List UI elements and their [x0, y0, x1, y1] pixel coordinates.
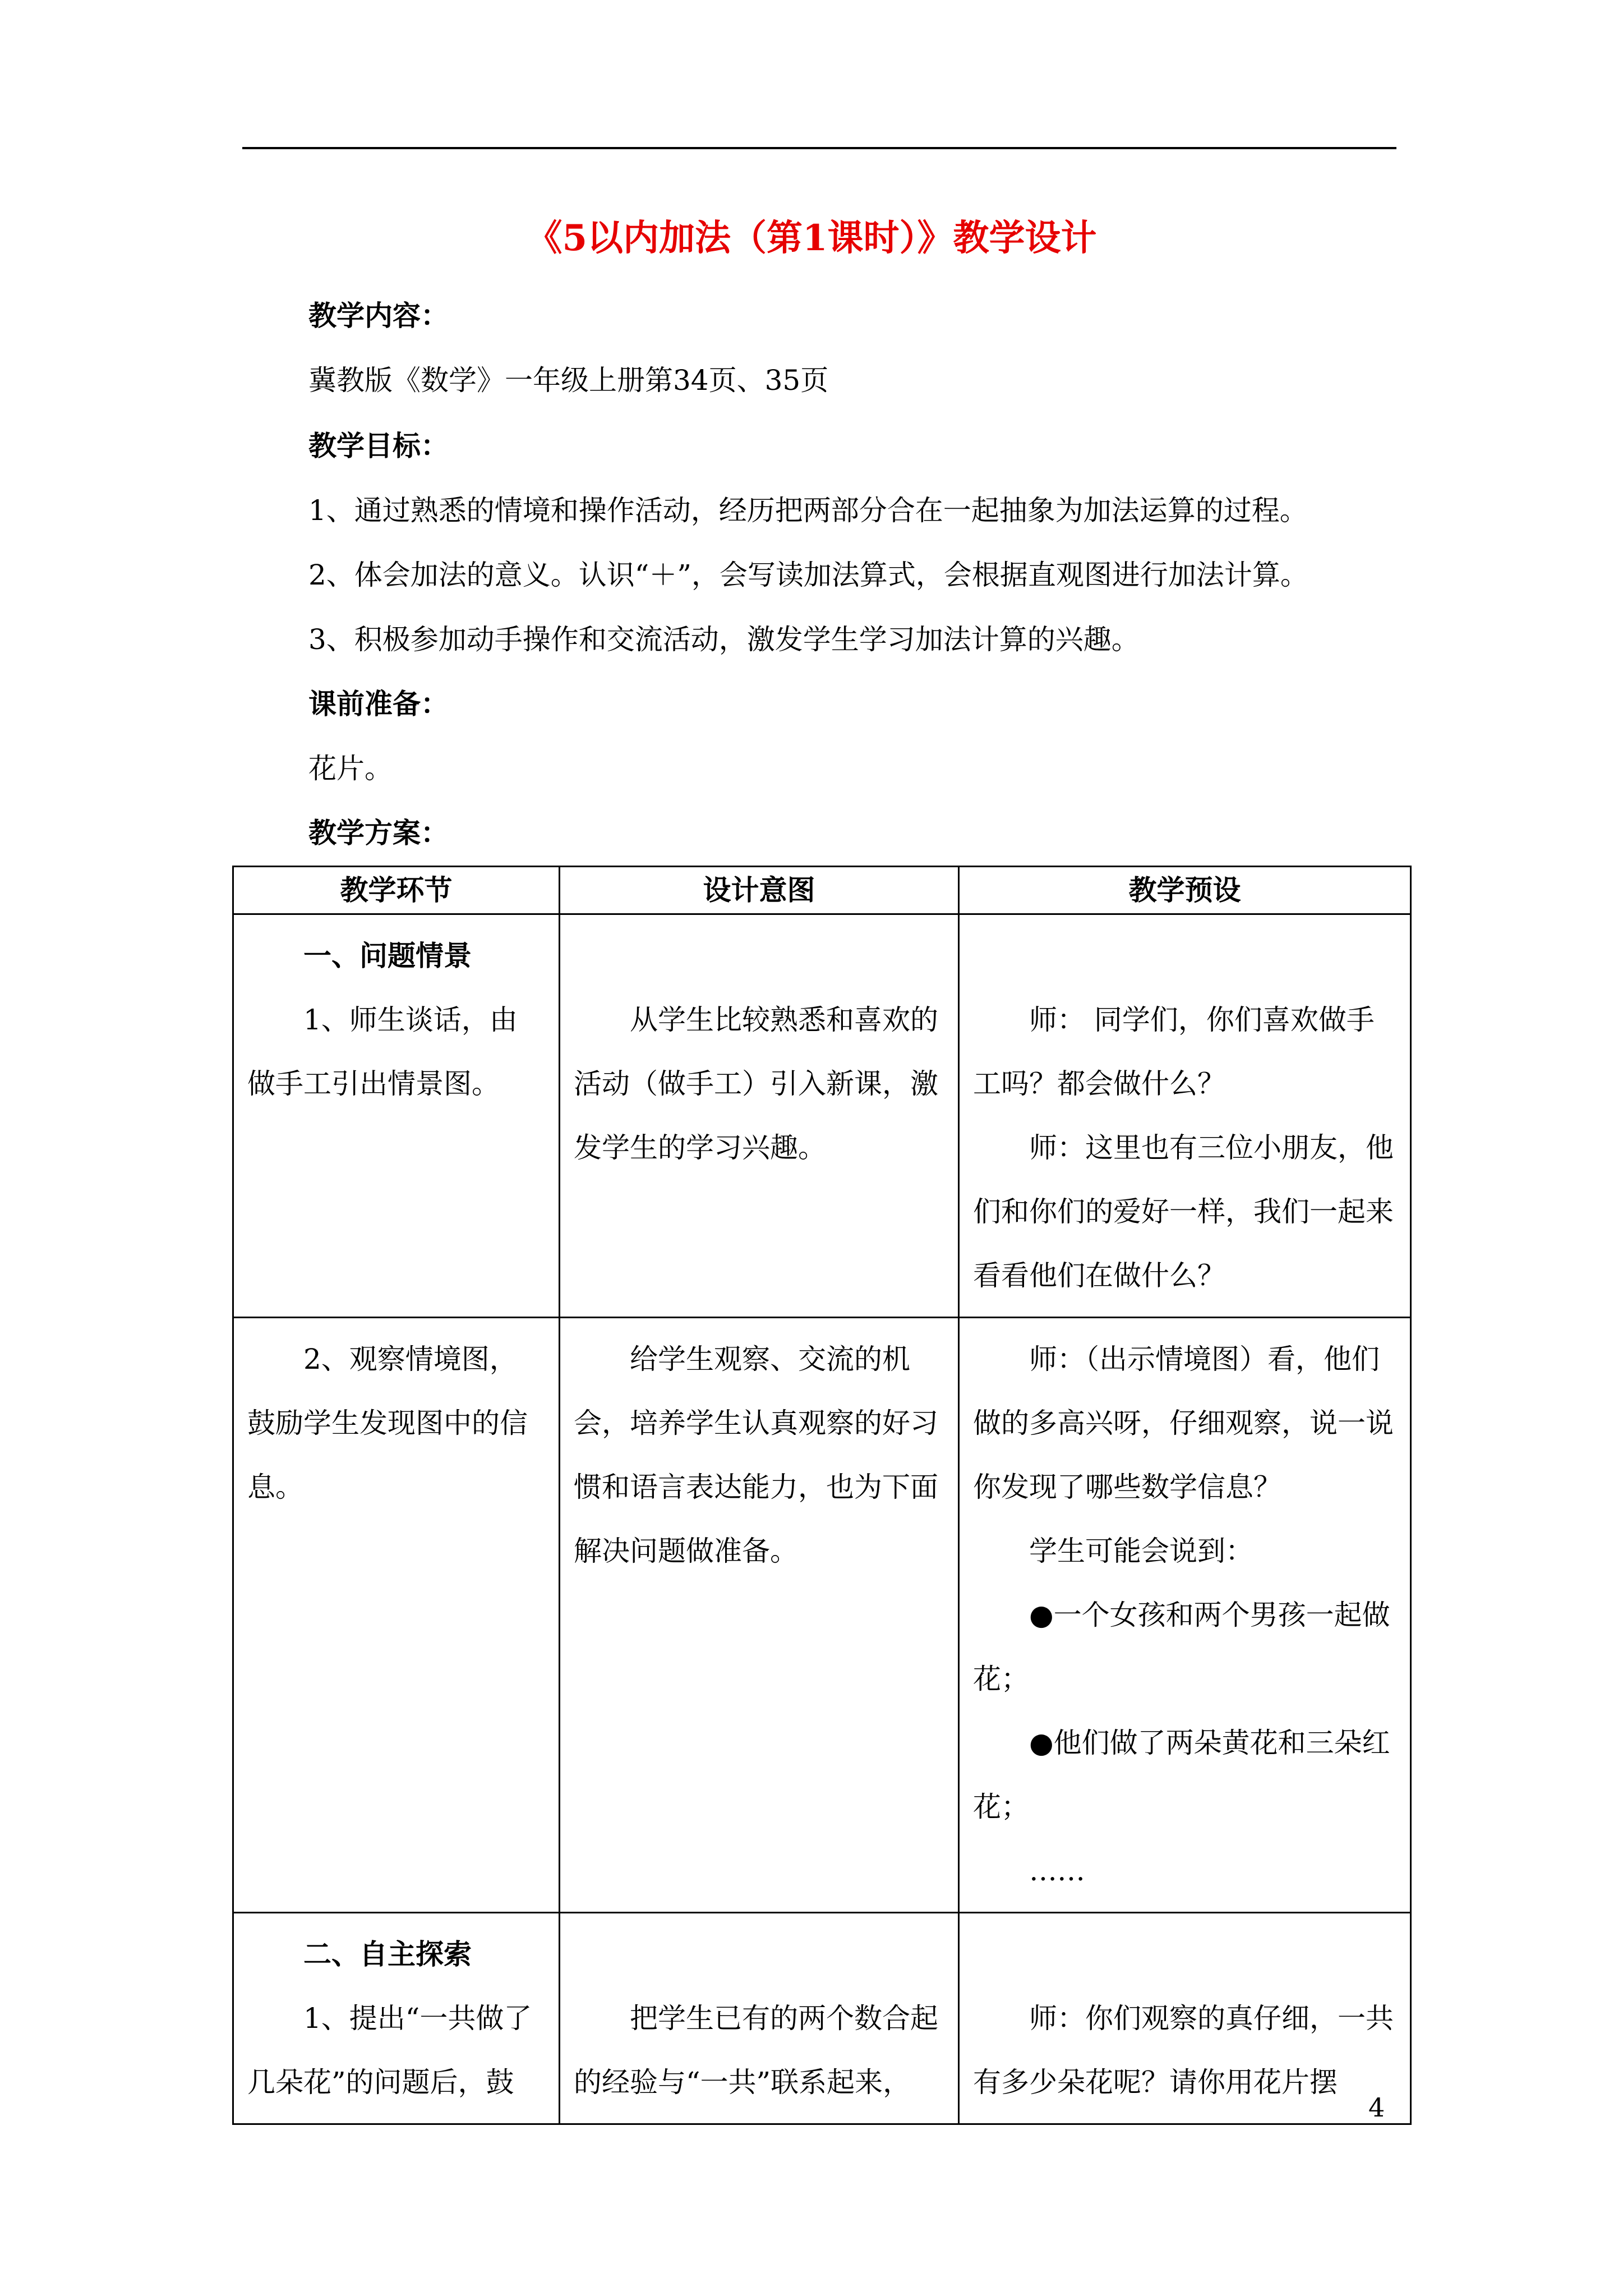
plan-heading: 教学方案：	[308, 816, 449, 849]
stage-text: 1、师生谈话，由做手工引出情景图。	[247, 1004, 518, 1100]
stage-title: 一、问题情景	[303, 939, 472, 972]
preset-text: ●一个女孩和两个男孩一起做花；	[973, 1599, 1390, 1695]
goals-heading: 教学目标：	[308, 429, 449, 462]
preset-text: 师： 同学们，你们喜欢做手工吗？都会做什么？	[973, 1004, 1375, 1100]
preset-text: ●他们做了两朵黄花和三朵红花；	[973, 1727, 1390, 1823]
table-header-row	[233, 867, 1411, 914]
stage-cell	[233, 1318, 560, 1913]
stage-cell	[233, 1913, 560, 2124]
table-row	[233, 1913, 1411, 2124]
prep-text: 花片。	[308, 752, 393, 785]
page-number: 4	[1368, 2092, 1385, 2123]
goal-item: 1、通过熟悉的情境和操作活动，经历把两部分合在一起抽象为加法运算的过程。	[308, 494, 1308, 527]
preset-text: 学生可能会说到：	[1029, 1535, 1253, 1567]
table-row	[233, 914, 1411, 1318]
document-title: 《5以内加法（第1课时）》教学设计	[526, 217, 1097, 259]
preset-cell	[959, 914, 1411, 1318]
intent-text: 从学生比较熟悉和喜欢的活动（做手工）引入新课，激发学生的学习兴趣。	[574, 1004, 938, 1164]
intent-cell	[560, 914, 959, 1318]
preset-text: ……	[1029, 1855, 1085, 1887]
prep-heading: 课前准备：	[308, 687, 449, 720]
plan-table	[232, 866, 1412, 2125]
header-rule	[242, 147, 1396, 149]
preset-cell	[959, 1318, 1411, 1913]
preset-text: 师：（出示情境图）看，他们做的多高兴呀，仔细观察，说一说你发现了哪些数学信息？	[973, 1343, 1394, 1503]
preset-text: 师：这里也有三位小朋友，他们和你们的爱好一样，我们一起来看看他们在做什么？	[973, 1131, 1394, 1292]
preset-cell	[959, 1913, 1411, 2124]
stage-cell	[233, 914, 560, 1318]
intent-cell	[560, 1318, 959, 1913]
stage-title: 二、自主探索	[303, 1938, 472, 1971]
stage-text: 2、观察情境图，鼓励学生发现图中的信息。	[247, 1343, 528, 1503]
table-row	[233, 1318, 1411, 1913]
stage-text: 1、提出“一共做了几朵花”的问题后，鼓	[247, 2002, 532, 2099]
goal-item: 2、体会加法的意义。认识“＋”，会写读加法算式，会根据直观图进行加法计算。	[308, 559, 1308, 591]
intent-text: 把学生已有的两个数合起的经验与“一共”联系起来，	[574, 2002, 938, 2099]
intent-text: 给学生观察、交流的机会，培养学生认真观察的好习惯和语言表达能力，也为下面解决问题做准备。	[574, 1343, 938, 1567]
header-intent: 设计意图	[560, 867, 959, 914]
goal-item: 3、积极参加动手操作和交流活动，激发学生学习加法计算的兴趣。	[308, 623, 1140, 656]
content-heading: 教学内容：	[308, 299, 449, 332]
header-stage: 教学环节	[233, 867, 560, 914]
header-preset: 教学预设	[959, 867, 1411, 914]
content-text: 冀教版《数学》一年级上册第34页、35页	[308, 364, 829, 397]
preset-text: 师：你们观察的真仔细，一共有多少朵花呢？请你用花片摆	[973, 2002, 1394, 2099]
intent-cell	[560, 1913, 959, 2124]
